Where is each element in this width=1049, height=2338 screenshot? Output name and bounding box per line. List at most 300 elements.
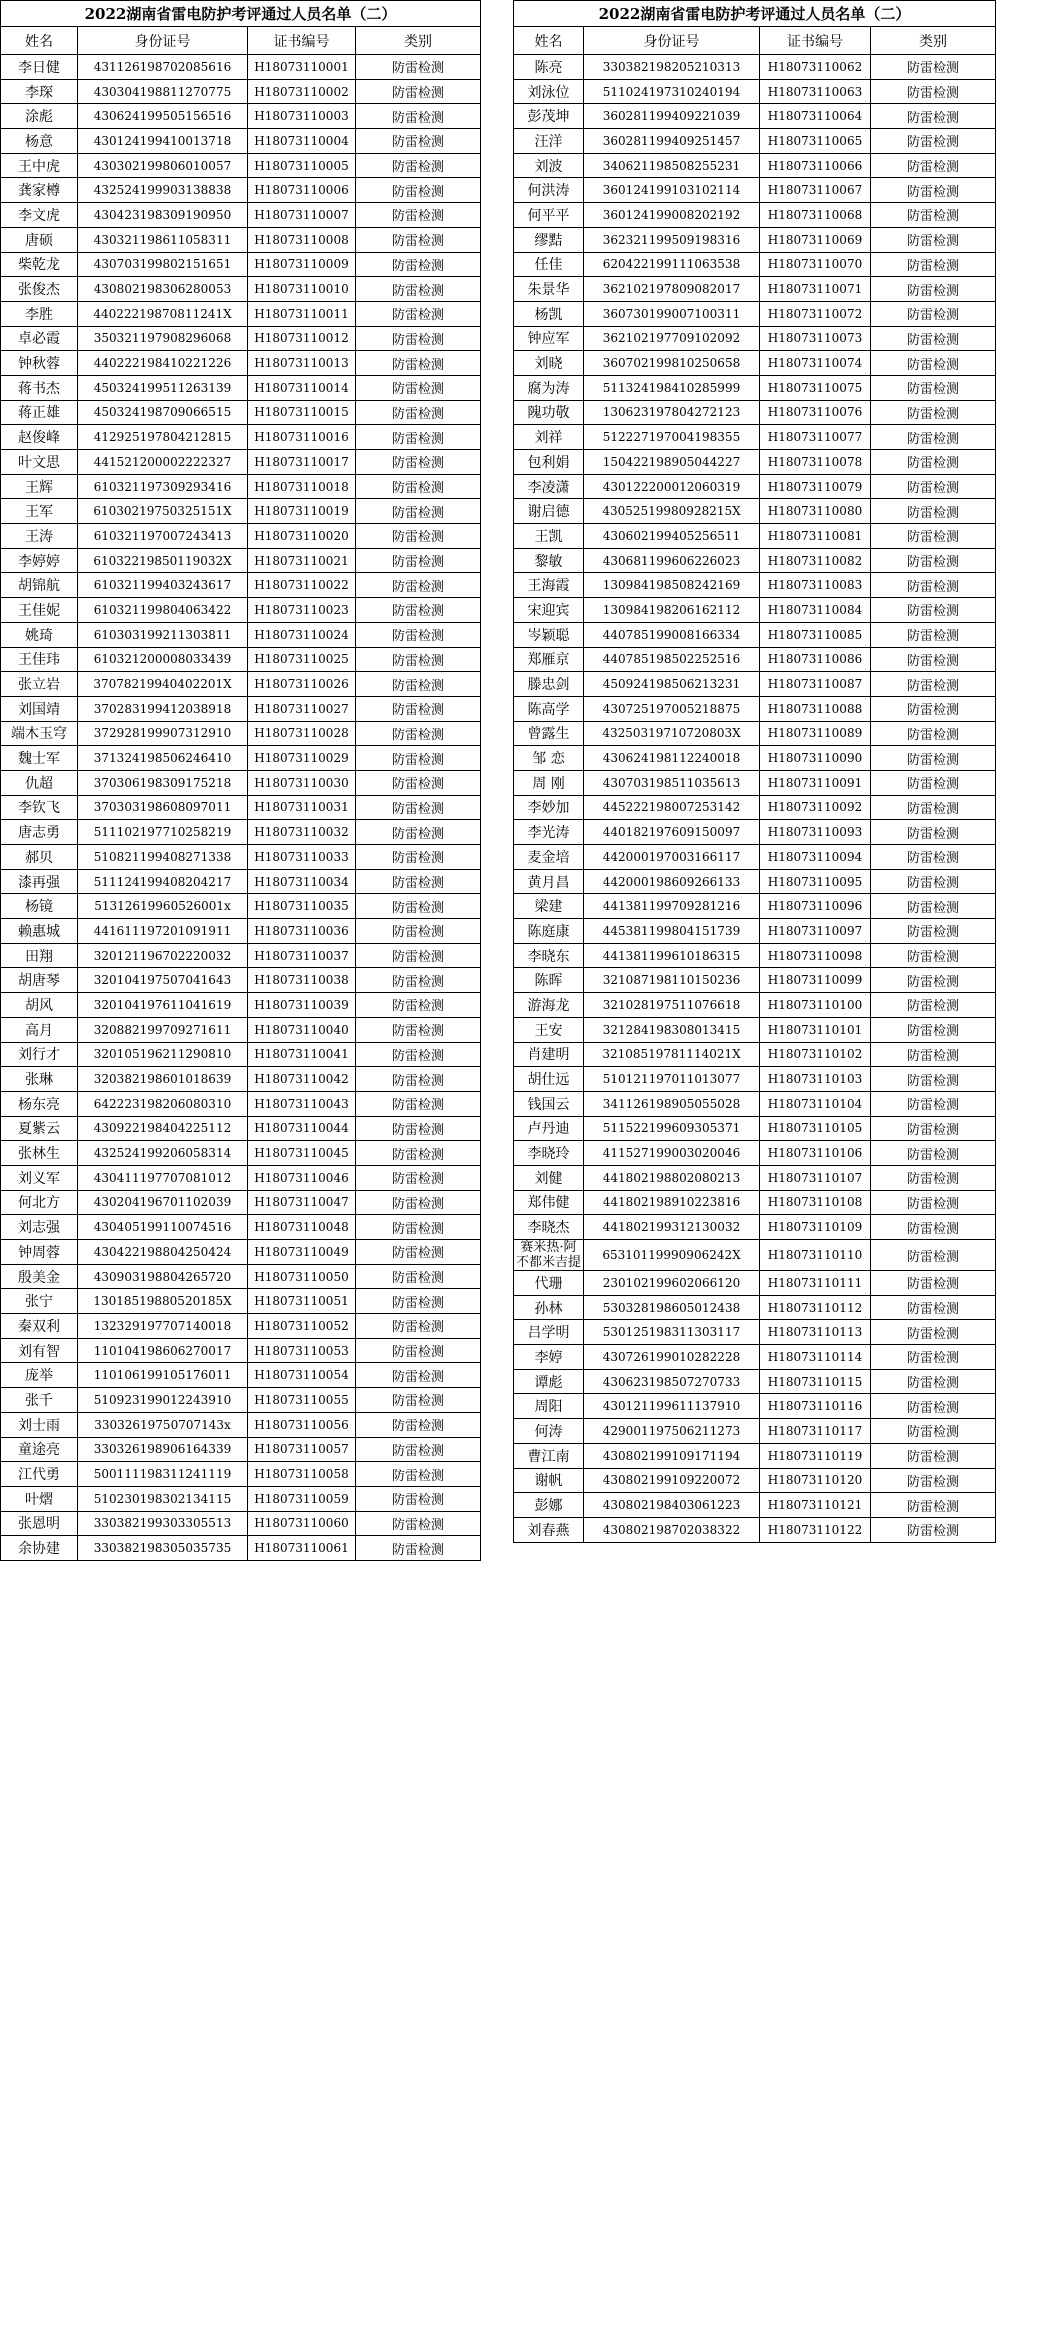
person-name: 赖惠城 bbox=[1, 919, 78, 944]
table-row bbox=[514, 425, 996, 450]
certificate-number: H18073110062 bbox=[760, 55, 871, 80]
person-name: 庞举 bbox=[1, 1363, 78, 1388]
person-name: 钱国云 bbox=[514, 1091, 584, 1116]
category: 防雷检测 bbox=[871, 178, 996, 203]
table-row bbox=[1, 450, 481, 475]
certificate-number: H18073110120 bbox=[760, 1468, 871, 1493]
id-number: 610321197007243413 bbox=[78, 524, 248, 549]
certificate-number: H18073110082 bbox=[760, 548, 871, 573]
category: 防雷检测 bbox=[871, 153, 996, 178]
id-number: 320105196211290810 bbox=[78, 1042, 248, 1067]
certificate-number: H18073110078 bbox=[760, 450, 871, 475]
certificate-number: H18073110111 bbox=[760, 1271, 871, 1296]
certificate-number: H18073110045 bbox=[248, 1141, 356, 1166]
id-number: 441802198910223816 bbox=[584, 1190, 760, 1215]
person-name: 卓必霞 bbox=[1, 326, 78, 351]
certificate-number: H18073110116 bbox=[760, 1394, 871, 1419]
id-number: 360124199008202192 bbox=[584, 203, 760, 228]
person-name: 胡锦航 bbox=[1, 573, 78, 598]
person-name: 任佳 bbox=[514, 252, 584, 277]
header-id-number: 身份证号 bbox=[78, 27, 248, 55]
id-number: 51312619960526001x bbox=[78, 894, 248, 919]
id-number: 150422198905044227 bbox=[584, 450, 760, 475]
category: 防雷检测 bbox=[356, 1412, 481, 1437]
table-row bbox=[514, 1215, 996, 1240]
table-row bbox=[1, 499, 481, 524]
category: 防雷检测 bbox=[871, 1493, 996, 1518]
id-number: 610321200008033439 bbox=[78, 647, 248, 672]
person-name: 杨东亮 bbox=[1, 1091, 78, 1116]
person-name: 杨凯 bbox=[514, 301, 584, 326]
person-name: 包利娟 bbox=[514, 450, 584, 475]
person-name: 叶熠 bbox=[1, 1486, 78, 1511]
table-row bbox=[514, 129, 996, 154]
category: 防雷检测 bbox=[871, 795, 996, 820]
id-number: 511124199408204217 bbox=[78, 869, 248, 894]
certificate-number: H18073110044 bbox=[248, 1116, 356, 1141]
person-name: 端木玉穹 bbox=[1, 721, 78, 746]
id-number: 441802199312130032 bbox=[584, 1215, 760, 1240]
person-name: 刘健 bbox=[514, 1165, 584, 1190]
id-number: 441802198802080213 bbox=[584, 1165, 760, 1190]
person-name: 叶文思 bbox=[1, 450, 78, 475]
person-name: 刘士雨 bbox=[1, 1412, 78, 1437]
table-row bbox=[514, 1091, 996, 1116]
id-number: 330382199303305513 bbox=[78, 1511, 248, 1536]
table-row bbox=[514, 770, 996, 795]
category: 防雷检测 bbox=[871, 647, 996, 672]
person-name: 刘有智 bbox=[1, 1338, 78, 1363]
table-row bbox=[514, 1419, 996, 1444]
category: 防雷检测 bbox=[871, 203, 996, 228]
table-row bbox=[1, 869, 481, 894]
certificate-number: H18073110095 bbox=[760, 869, 871, 894]
table-row bbox=[514, 993, 996, 1018]
certificate-number: H18073110025 bbox=[248, 647, 356, 672]
certificate-number: H18073110105 bbox=[760, 1116, 871, 1141]
category: 防雷检测 bbox=[871, 598, 996, 623]
person-name: 刘祥 bbox=[514, 425, 584, 450]
id-number: 65310119990906242X bbox=[584, 1240, 760, 1271]
category: 防雷检测 bbox=[356, 746, 481, 771]
category: 防雷检测 bbox=[356, 795, 481, 820]
person-name: 代珊 bbox=[514, 1271, 584, 1296]
certificate-number: H18073110034 bbox=[248, 869, 356, 894]
certificate-number: H18073110011 bbox=[248, 301, 356, 326]
person-name: 周阳 bbox=[514, 1394, 584, 1419]
id-number: 320104197507041643 bbox=[78, 968, 248, 993]
category: 防雷检测 bbox=[871, 301, 996, 326]
category: 防雷检测 bbox=[356, 104, 481, 129]
id-number: 13018519880520185X bbox=[78, 1289, 248, 1314]
certificate-number: H18073110049 bbox=[248, 1240, 356, 1265]
id-number: 430623198507270733 bbox=[584, 1369, 760, 1394]
person-name: 隗功敬 bbox=[514, 400, 584, 425]
person-name: 陈晖 bbox=[514, 968, 584, 993]
category: 防雷检测 bbox=[356, 1338, 481, 1363]
person-name: 殷美金 bbox=[1, 1264, 78, 1289]
category: 防雷检测 bbox=[871, 1369, 996, 1394]
person-name: 李琛 bbox=[1, 79, 78, 104]
table-row bbox=[1, 598, 481, 623]
id-number: 441521200002222327 bbox=[78, 450, 248, 475]
table-row bbox=[514, 104, 996, 129]
person-name: 李晓杰 bbox=[514, 1215, 584, 1240]
table-row bbox=[514, 968, 996, 993]
id-number: 130984198206162112 bbox=[584, 598, 760, 623]
id-number: 372928199907312910 bbox=[78, 721, 248, 746]
id-number: 370303198608097011 bbox=[78, 795, 248, 820]
certificate-number: H18073110056 bbox=[248, 1412, 356, 1437]
person-name: 谭彪 bbox=[514, 1369, 584, 1394]
person-name: 钟周蓉 bbox=[1, 1240, 78, 1265]
table-row bbox=[1, 524, 481, 549]
category: 防雷检测 bbox=[871, 326, 996, 351]
person-name: 王辉 bbox=[1, 474, 78, 499]
certificate-number: H18073110089 bbox=[760, 721, 871, 746]
id-number: 440222198410221226 bbox=[78, 351, 248, 376]
table-row bbox=[1, 1462, 481, 1487]
category: 防雷检测 bbox=[356, 622, 481, 647]
id-number: 33032619750707143x bbox=[78, 1412, 248, 1437]
id-number: 430802198306280053 bbox=[78, 277, 248, 302]
table-row bbox=[514, 1345, 996, 1370]
person-name: 王中虎 bbox=[1, 153, 78, 178]
certificate-number: H18073110066 bbox=[760, 153, 871, 178]
table-row bbox=[1, 1264, 481, 1289]
person-name: 王凯 bbox=[514, 524, 584, 549]
person-name: 胡仕远 bbox=[514, 1067, 584, 1092]
certificate-number: H18073110106 bbox=[760, 1141, 871, 1166]
category: 防雷检测 bbox=[356, 1363, 481, 1388]
person-name: 李光涛 bbox=[514, 820, 584, 845]
id-number: 450324199511263139 bbox=[78, 375, 248, 400]
person-name: 余协建 bbox=[1, 1536, 78, 1561]
category: 防雷检测 bbox=[871, 919, 996, 944]
certificate-number: H18073110055 bbox=[248, 1388, 356, 1413]
certificate-number: H18073110033 bbox=[248, 845, 356, 870]
certificate-number: H18073110101 bbox=[760, 1017, 871, 1042]
id-number: 32108519781114021X bbox=[584, 1042, 760, 1067]
person-name: 肖建明 bbox=[514, 1042, 584, 1067]
certificate-number: H18073110037 bbox=[248, 943, 356, 968]
table-row bbox=[514, 55, 996, 80]
certificate-number: H18073110039 bbox=[248, 993, 356, 1018]
id-number: 430903198804265720 bbox=[78, 1264, 248, 1289]
table-row bbox=[1, 573, 481, 598]
certificate-number: H18073110036 bbox=[248, 919, 356, 944]
certificate-number: H18073110022 bbox=[248, 573, 356, 598]
table-row bbox=[514, 351, 996, 376]
category: 防雷检测 bbox=[356, 203, 481, 228]
table-row bbox=[1, 252, 481, 277]
person-name: 郝贝 bbox=[1, 845, 78, 870]
person-name: 张琳 bbox=[1, 1067, 78, 1092]
category: 防雷检测 bbox=[871, 1517, 996, 1542]
table-row bbox=[1, 104, 481, 129]
category: 防雷检测 bbox=[871, 1190, 996, 1215]
table-row bbox=[1, 1486, 481, 1511]
person-name: 张立岩 bbox=[1, 672, 78, 697]
certificate-number: H18073110012 bbox=[248, 326, 356, 351]
category: 防雷检测 bbox=[871, 1419, 996, 1444]
category: 防雷检测 bbox=[871, 1271, 996, 1296]
person-name: 刘行才 bbox=[1, 1042, 78, 1067]
id-number: 432524199206058314 bbox=[78, 1141, 248, 1166]
id-number: 431126198702085616 bbox=[78, 55, 248, 80]
category: 防雷检测 bbox=[356, 1264, 481, 1289]
header-id-number: 身份证号 bbox=[584, 27, 760, 55]
table-row bbox=[1, 770, 481, 795]
category: 防雷检测 bbox=[871, 869, 996, 894]
category: 防雷检测 bbox=[356, 1486, 481, 1511]
table-row bbox=[1, 968, 481, 993]
category: 防雷检测 bbox=[871, 425, 996, 450]
person-name: 腐为涛 bbox=[514, 375, 584, 400]
table-row bbox=[1, 622, 481, 647]
category: 防雷检测 bbox=[871, 1345, 996, 1370]
category: 防雷检测 bbox=[356, 1116, 481, 1141]
person-name: 王佳妮 bbox=[1, 598, 78, 623]
id-number: 130984198508242169 bbox=[584, 573, 760, 598]
id-number: 430422198804250424 bbox=[78, 1240, 248, 1265]
id-number: 430726199010282228 bbox=[584, 1345, 760, 1370]
category: 防雷检测 bbox=[356, 79, 481, 104]
id-number: 360281199409251457 bbox=[584, 129, 760, 154]
certificate-number: H18073110010 bbox=[248, 277, 356, 302]
category: 防雷检测 bbox=[871, 1443, 996, 1468]
person-name: 滕忠剑 bbox=[514, 672, 584, 697]
certificate-number: H18073110031 bbox=[248, 795, 356, 820]
category: 防雷检测 bbox=[356, 1240, 481, 1265]
id-number: 430802199109220072 bbox=[584, 1468, 760, 1493]
table-row bbox=[514, 1067, 996, 1092]
id-number: 430725197005218875 bbox=[584, 696, 760, 721]
table-row bbox=[514, 153, 996, 178]
category: 防雷检测 bbox=[356, 721, 481, 746]
certificate-number: H18073110076 bbox=[760, 400, 871, 425]
person-name: 张宁 bbox=[1, 1289, 78, 1314]
certificate-number: H18073110073 bbox=[760, 326, 871, 351]
person-name: 彭娜 bbox=[514, 1493, 584, 1518]
id-number: 510923199012243910 bbox=[78, 1388, 248, 1413]
category: 防雷检测 bbox=[356, 1067, 481, 1092]
person-name: 李日健 bbox=[1, 55, 78, 80]
certificate-number: H18073110053 bbox=[248, 1338, 356, 1363]
certificate-number: H18073110050 bbox=[248, 1264, 356, 1289]
certificate-number: H18073110096 bbox=[760, 894, 871, 919]
certificate-number: H18073110092 bbox=[760, 795, 871, 820]
category: 防雷检测 bbox=[356, 227, 481, 252]
table-row bbox=[1, 1338, 481, 1363]
certificate-number: H18073110067 bbox=[760, 178, 871, 203]
table-row bbox=[1, 277, 481, 302]
person-name: 张恩明 bbox=[1, 1511, 78, 1536]
certificate-number: H18073110008 bbox=[248, 227, 356, 252]
certificate-number: H18073110040 bbox=[248, 1017, 356, 1042]
table-row bbox=[514, 598, 996, 623]
person-name: 李钦飞 bbox=[1, 795, 78, 820]
id-number: 360281199409221039 bbox=[584, 104, 760, 129]
header-category: 类别 bbox=[871, 27, 996, 55]
category: 防雷检测 bbox=[871, 894, 996, 919]
category: 防雷检测 bbox=[871, 1165, 996, 1190]
table-row bbox=[1, 474, 481, 499]
id-number: 610303199211303811 bbox=[78, 622, 248, 647]
certificate-number: H18073110030 bbox=[248, 770, 356, 795]
certificate-number: H18073110117 bbox=[760, 1419, 871, 1444]
table-row bbox=[514, 573, 996, 598]
category: 防雷检测 bbox=[871, 227, 996, 252]
certificate-number: H18073110115 bbox=[760, 1369, 871, 1394]
category: 防雷检测 bbox=[356, 1017, 481, 1042]
certificate-number: H18073110021 bbox=[248, 548, 356, 573]
id-number: 430802199109171194 bbox=[584, 1443, 760, 1468]
category: 防雷检测 bbox=[356, 845, 481, 870]
id-number: 350321197908296068 bbox=[78, 326, 248, 351]
id-number: 429001197506211273 bbox=[584, 1419, 760, 1444]
person-name: 王海霞 bbox=[514, 573, 584, 598]
certificate-number: H18073110099 bbox=[760, 968, 871, 993]
certificate-number: H18073110084 bbox=[760, 598, 871, 623]
table-row bbox=[514, 647, 996, 672]
category: 防雷检测 bbox=[871, 252, 996, 277]
table-row bbox=[1, 1190, 481, 1215]
id-number: 430304198811270775 bbox=[78, 79, 248, 104]
category: 防雷检测 bbox=[356, 1215, 481, 1240]
id-number: 445381199804151739 bbox=[584, 919, 760, 944]
table-row bbox=[514, 524, 996, 549]
category: 防雷检测 bbox=[356, 1388, 481, 1413]
category: 防雷检测 bbox=[356, 894, 481, 919]
id-number: 510230198302134115 bbox=[78, 1486, 248, 1511]
id-number: 510821199408271338 bbox=[78, 845, 248, 870]
certificate-number: H18073110020 bbox=[248, 524, 356, 549]
certificate-number: H18073110059 bbox=[248, 1486, 356, 1511]
id-number: 430802198702038322 bbox=[584, 1517, 760, 1542]
certificate-number: H18073110102 bbox=[760, 1042, 871, 1067]
id-number: 340621198508255231 bbox=[584, 153, 760, 178]
certificate-number: H18073110087 bbox=[760, 672, 871, 697]
person-name: 李胜 bbox=[1, 301, 78, 326]
certificate-number: H18073110054 bbox=[248, 1363, 356, 1388]
certificate-number: H18073110043 bbox=[248, 1091, 356, 1116]
table-row bbox=[1, 326, 481, 351]
table-row bbox=[514, 1240, 996, 1271]
category: 防雷检测 bbox=[356, 993, 481, 1018]
certificate-number: H18073110013 bbox=[248, 351, 356, 376]
person-name: 何洪涛 bbox=[514, 178, 584, 203]
id-number: 445222198007253142 bbox=[584, 795, 760, 820]
category: 防雷检测 bbox=[356, 1165, 481, 1190]
category: 防雷检测 bbox=[356, 1462, 481, 1487]
person-name: 谢启德 bbox=[514, 499, 584, 524]
id-number: 44022219870811241X bbox=[78, 301, 248, 326]
certificate-number: H18073110004 bbox=[248, 129, 356, 154]
category: 防雷检测 bbox=[871, 1468, 996, 1493]
person-name: 李晓东 bbox=[514, 943, 584, 968]
category: 防雷检测 bbox=[356, 869, 481, 894]
table-row bbox=[1, 820, 481, 845]
category: 防雷检测 bbox=[356, 1511, 481, 1536]
person-name: 陈高学 bbox=[514, 696, 584, 721]
person-name: 刘义军 bbox=[1, 1165, 78, 1190]
table-row bbox=[514, 400, 996, 425]
person-name: 刘春燕 bbox=[514, 1517, 584, 1542]
table-row bbox=[514, 1517, 996, 1542]
table-row bbox=[1, 301, 481, 326]
table-row bbox=[1, 425, 481, 450]
id-number: 320882199709271611 bbox=[78, 1017, 248, 1042]
person-name: 江代勇 bbox=[1, 1462, 78, 1487]
category: 防雷检测 bbox=[356, 375, 481, 400]
id-number: 370283199412038918 bbox=[78, 696, 248, 721]
person-name: 何涛 bbox=[514, 1419, 584, 1444]
id-number: 441381199610186315 bbox=[584, 943, 760, 968]
certificate-number: H18073110051 bbox=[248, 1289, 356, 1314]
certificate-number: H18073110119 bbox=[760, 1443, 871, 1468]
table-row bbox=[514, 301, 996, 326]
certificate-number: H18073110046 bbox=[248, 1165, 356, 1190]
id-number: 610321197309293416 bbox=[78, 474, 248, 499]
person-name: 赛米热·阿不都米吉提 bbox=[514, 1240, 584, 1271]
table-row bbox=[1, 55, 481, 80]
table-row bbox=[1, 1091, 481, 1116]
id-number: 362321199509198316 bbox=[584, 227, 760, 252]
id-number: 440182197609150097 bbox=[584, 820, 760, 845]
id-number: 430121199611137910 bbox=[584, 1394, 760, 1419]
table-row bbox=[514, 474, 996, 499]
certificate-number: H18073110090 bbox=[760, 746, 871, 771]
table-row bbox=[514, 499, 996, 524]
table-row bbox=[514, 845, 996, 870]
certificate-number: H18073110122 bbox=[760, 1517, 871, 1542]
id-number: 430802198403061223 bbox=[584, 1493, 760, 1518]
id-number: 130623197804272123 bbox=[584, 400, 760, 425]
id-number: 110106199105176011 bbox=[78, 1363, 248, 1388]
category: 防雷检测 bbox=[356, 968, 481, 993]
table-title: 2022湖南省雷电防护考评通过人员名单（二） bbox=[1, 1, 481, 27]
category: 防雷检测 bbox=[871, 79, 996, 104]
person-name: 陈庭康 bbox=[514, 919, 584, 944]
certificate-number: H18073110014 bbox=[248, 375, 356, 400]
table-row bbox=[514, 696, 996, 721]
id-number: 512227197004198355 bbox=[584, 425, 760, 450]
certificate-number: H18073110027 bbox=[248, 696, 356, 721]
category: 防雷检测 bbox=[871, 55, 996, 80]
category: 防雷检测 bbox=[871, 351, 996, 376]
id-number: 511102197710258219 bbox=[78, 820, 248, 845]
table-row bbox=[1, 1141, 481, 1166]
category: 防雷检测 bbox=[871, 573, 996, 598]
category: 防雷检测 bbox=[356, 129, 481, 154]
table-row bbox=[514, 1394, 996, 1419]
table-row bbox=[514, 622, 996, 647]
person-name: 秦双利 bbox=[1, 1314, 78, 1339]
person-name: 杨意 bbox=[1, 129, 78, 154]
person-name: 陈亮 bbox=[514, 55, 584, 80]
table-row bbox=[514, 672, 996, 697]
table-row bbox=[1, 1165, 481, 1190]
person-name: 黄月昌 bbox=[514, 869, 584, 894]
category: 防雷检测 bbox=[356, 153, 481, 178]
id-number: 320382198601018639 bbox=[78, 1067, 248, 1092]
certificate-number: H18073110114 bbox=[760, 1345, 871, 1370]
certificate-number: H18073110001 bbox=[248, 55, 356, 80]
table-row bbox=[1, 672, 481, 697]
category: 防雷检测 bbox=[356, 499, 481, 524]
id-number: 500111198311241119 bbox=[78, 1462, 248, 1487]
